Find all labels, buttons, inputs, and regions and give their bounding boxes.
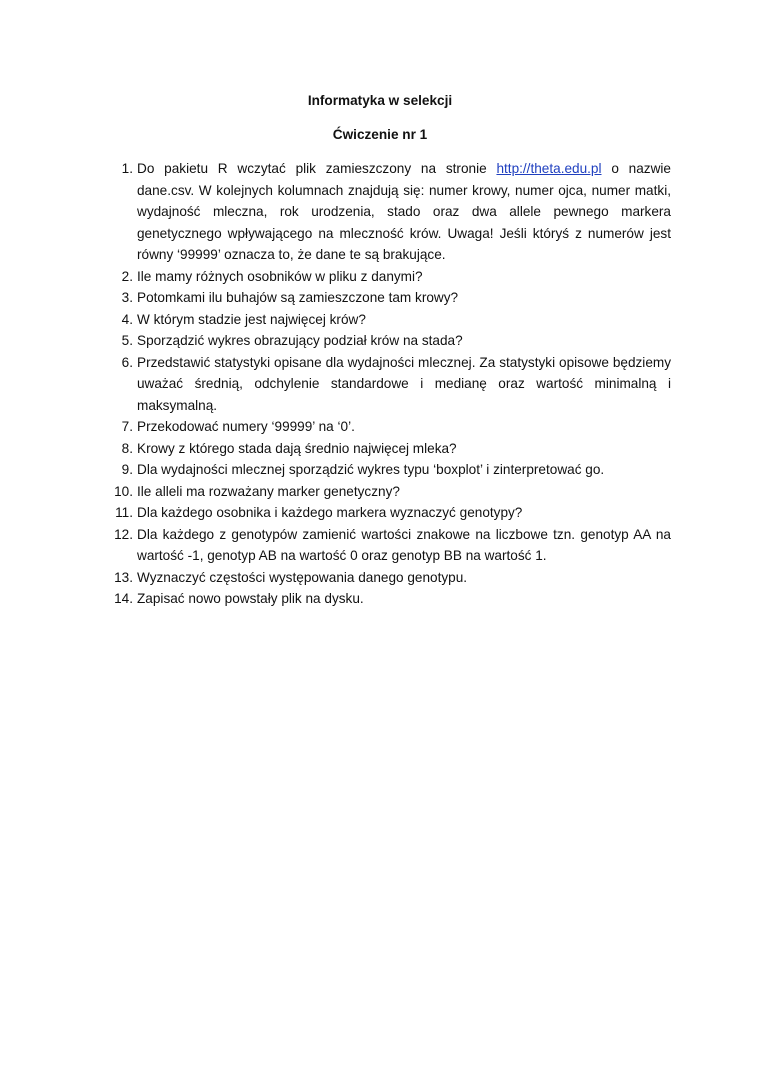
list-item: [103, 524, 671, 567]
list-item-number: 5.: [121, 333, 133, 348]
list-item-text: Dla każdego osobnika i każdego markera wyznaczyć genotypy?: [137, 505, 523, 520]
list-item: [103, 567, 671, 589]
list-item-text: Ile mamy różnych osobników w pliku z danymi?: [137, 268, 423, 284]
list-item-number: 9.: [121, 462, 133, 477]
list-item: [103, 416, 671, 438]
list-item: [103, 352, 671, 417]
list-item-text: Przedstawić statystyki opisane dla wydajności mlecznej. Za statystyki opisowe będziemy uważać średnią, odchylenie standardowe i medianę oraz wartość minimalną i maksymalną.: [137, 354, 671, 413]
exercise-title: Ćwiczenie nr 1: [332, 127, 428, 142]
list-item-number: 3.: [121, 290, 133, 305]
list-item-text: Dla każdego z genotypów zamienić wartości znakowe na liczbowe tzn. genotyp AA na wartość -1, genotyp AB na wartość 0 oraz genotyp BB na wartość 1.: [137, 526, 671, 563]
list-item-number: 11.: [115, 505, 133, 520]
list-item-number: 14.: [114, 591, 133, 606]
list-item: [103, 502, 671, 524]
list-item-text: Krowy z którego stada dają średnio najwięcej mleka?: [137, 440, 457, 456]
list-item: [103, 481, 671, 503]
theta-link[interactable]: http://theta.edu.pl: [496, 161, 602, 176]
document-title: Informatyka w selekcji: [307, 93, 453, 108]
list-item-number: 7.: [121, 419, 133, 434]
list-item-number: 13.: [114, 569, 133, 585]
list-item: [103, 287, 671, 309]
list-item-number: 8.: [121, 440, 133, 456]
list-item: [103, 459, 671, 481]
list-item-text: Wyznaczyć częstości występowania danego genotypu.: [137, 569, 468, 585]
list-item-text: Potomkami ilu buhajów są zamieszczone tam krowy?: [137, 290, 459, 305]
list-item-text: Przekodować numery ‘99999’ na ‘0’.: [137, 419, 355, 434]
list-item-number: 1.: [121, 161, 133, 176]
list-item-text: Sporządzić wykres obrazujący podział krów na stada?: [137, 333, 463, 348]
list-item-number: 4.: [121, 311, 133, 327]
list-item-text: W którym stadzie jest najwięcej krów?: [137, 311, 366, 327]
list-item-text: Dla wydajności mlecznej sporządzić wykres typu ‘boxplot’ i zinterpretować go.: [137, 462, 605, 477]
list-item-number: 12.: [114, 526, 133, 542]
list-item-text: Zapisać nowo powstały plik na dysku.: [137, 591, 364, 606]
list-item-text: Ile alleli ma rozważany marker genetyczny?: [137, 483, 400, 499]
list-item-text: Do pakietu R wczytać plik zamieszczony na stronie http://theta.edu.pl o nazwie dane.csv. W kolejnych kolumnach znajdują się: numer krowy, numer ojca, numer matki, wydajność mleczna, rok urodzenia, stado oraz dwa allele pewnego markera genetycznego wpływającego na mleczność krów. Uwaga! Jeśli któryś z numerów jest równy ‘99999’ oznacza to, że dane te są brakujące.: [137, 161, 671, 262]
list-item-number: 10.: [114, 483, 133, 499]
list-item: [103, 588, 671, 610]
list-item-number: 2.: [121, 268, 133, 284]
list-item: [103, 158, 671, 266]
list-item: [103, 309, 671, 331]
list-item: [103, 330, 671, 352]
list-item: [103, 266, 671, 288]
list-item-number: 6.: [121, 354, 133, 370]
list-item: [103, 438, 671, 460]
task-list: [103, 158, 671, 610]
